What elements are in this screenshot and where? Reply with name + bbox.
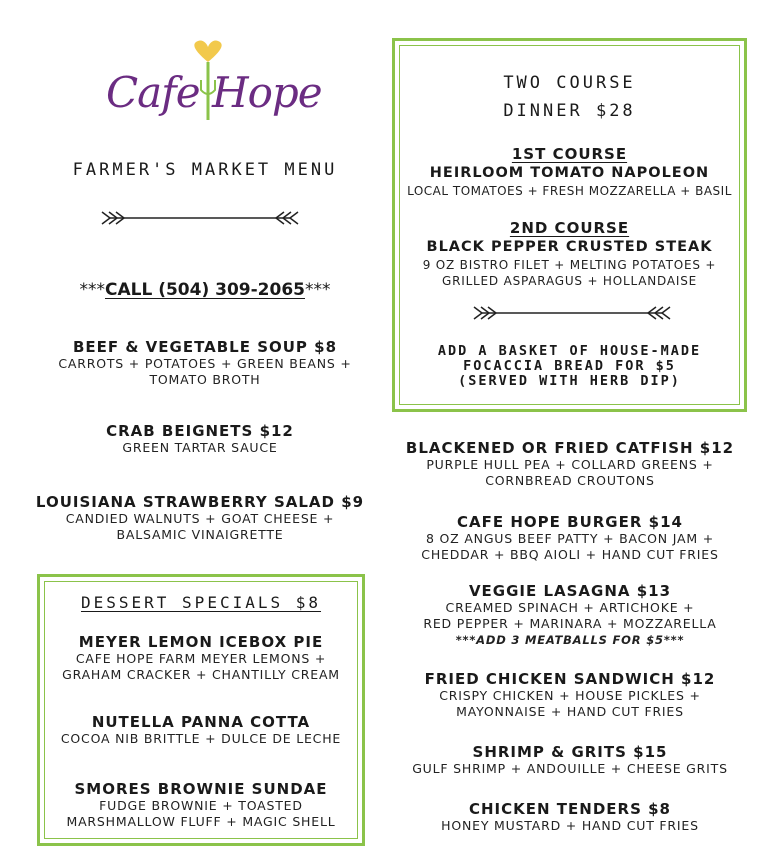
- menu-title: FARMER'S MARKET MENU: [72, 160, 338, 180]
- item-desc: CAFE HOPE FARM MEYER LEMONS +: [75, 651, 327, 666]
- arrow-divider: [100, 208, 300, 228]
- item-name: CHICKEN TENDERS $8: [469, 800, 671, 818]
- dessert-item: [40, 780, 362, 830]
- item-name: BEEF & VEGETABLE SOUP $8: [72, 338, 338, 356]
- course1-label: 1ST COURSE: [511, 145, 628, 163]
- course1-desc: LOCAL TOMATOES + FRESH MOZZARELLA + BASIL: [407, 184, 732, 198]
- course2-label: 2ND COURSE: [509, 219, 630, 237]
- item-name: SHRIMP & GRITS $15: [472, 743, 668, 761]
- menu-item: [0, 422, 400, 456]
- focaccia-addon: [395, 344, 744, 389]
- item-desc: CORNBREAD CROUTONS: [485, 473, 655, 488]
- item-desc: CREAMED SPINACH + ARTICHOKE +: [445, 600, 695, 615]
- item-desc: GREEN TARTAR SAUCE: [122, 440, 278, 455]
- item-desc: RED PEPPER + MARINARA + MOZZARELLA: [423, 616, 717, 631]
- menu-item: [385, 800, 755, 834]
- item-name: VEGGIE LASAGNA $13: [468, 582, 672, 600]
- item-desc: MAYONNAISE + HAND CUT FRIES: [456, 704, 684, 719]
- item-name: LOUISIANA STRAWBERRY SALAD $9: [35, 493, 365, 511]
- menu-item: [10, 493, 390, 543]
- logo-text-cafe: Cafe: [106, 68, 200, 117]
- item-desc: GRAHAM CRACKER + CHANTILLY CREAM: [62, 667, 340, 682]
- item-desc: TOMATO BROTH: [149, 372, 261, 387]
- item-addon: ***ADD 3 MEATBALLS FOR $5***: [455, 633, 685, 647]
- menu-item: [385, 439, 755, 489]
- dessert-item: [40, 633, 362, 683]
- item-name: FRIED CHICKEN SANDWICH $12: [424, 670, 716, 688]
- call-phone-link[interactable]: CALL (504) 309-2065: [104, 280, 305, 300]
- item-desc: PURPLE HULL PEA + COLLARD GREENS +: [426, 457, 714, 472]
- item-desc: CHEDDAR + BBQ AIOLI + HAND CUT FRIES: [421, 547, 719, 562]
- dessert-specials-box: [37, 574, 365, 846]
- arrow-divider: [472, 303, 672, 323]
- item-name: MEYER LEMON ICEBOX PIE: [78, 633, 324, 651]
- course1-name: HEIRLOOM TOMATO NAPOLEON: [429, 165, 710, 181]
- addon-line: FOCACCIA BREAD FOR $5: [463, 358, 676, 374]
- menu-item: [385, 513, 755, 563]
- dessert-title: DESSERT SPECIALS $8: [80, 593, 322, 612]
- item-desc: CRISPY CHICKEN + HOUSE PICKLES +: [439, 688, 701, 703]
- call-suffix: ***: [305, 280, 331, 300]
- cafe-hope-logo: [100, 40, 322, 130]
- call-line: [40, 280, 370, 300]
- course2-desc: 9 OZ BISTRO FILET + MELTING POTATOES +: [422, 258, 717, 272]
- logo-text-hope: Hope: [212, 68, 322, 117]
- item-name: CRAB BEIGNETS $12: [106, 422, 294, 440]
- item-desc: 8 OZ ANGUS BEEF PATTY + BACON JAM +: [426, 531, 714, 546]
- two-course-title: TWO COURSE: [503, 73, 636, 93]
- item-name: NUTELLA PANNA COTTA: [91, 713, 311, 731]
- item-desc: CANDIED WALNUTS + GOAT CHEESE +: [65, 511, 335, 526]
- item-desc: COCOA NIB BRITTLE + DULCE DE LECHE: [60, 731, 342, 746]
- item-desc: MARSHMALLOW FLUFF + MAGIC SHELL: [66, 814, 336, 829]
- two-course-dinner-box: [392, 38, 747, 412]
- item-desc: FUDGE BROWNIE + TOASTED: [99, 798, 303, 813]
- addon-line: (SERVED WITH HERB DIP): [458, 373, 681, 389]
- item-desc: CARROTS + POTATOES + GREEN BEANS +: [58, 356, 352, 371]
- item-name: BLACKENED OR FRIED CATFISH $12: [405, 439, 735, 457]
- call-prefix: ***: [79, 280, 105, 300]
- item-desc: HONEY MUSTARD + HAND CUT FRIES: [441, 818, 699, 833]
- menu-item: [0, 338, 410, 388]
- menu-item: [385, 670, 755, 720]
- item-name: CAFE HOPE BURGER $14: [457, 513, 683, 531]
- addon-line: ADD A BASKET OF HOUSE-MADE: [437, 343, 702, 359]
- course2-name: BLACK PEPPER CRUSTED STEAK: [426, 239, 713, 255]
- menu-item: [385, 582, 755, 648]
- dessert-item: [40, 713, 362, 747]
- item-desc: BALSAMIC VINAIGRETTE: [116, 527, 284, 542]
- course2-desc: GRILLED ASPARAGUS + HOLLANDAISE: [442, 274, 697, 288]
- two-course-price: DINNER $28: [503, 101, 636, 121]
- item-name: SMORES BROWNIE SUNDAE: [74, 780, 328, 798]
- item-desc: GULF SHRIMP + ANDOUILLE + CHEESE GRITS: [412, 761, 728, 776]
- menu-item: [385, 743, 755, 777]
